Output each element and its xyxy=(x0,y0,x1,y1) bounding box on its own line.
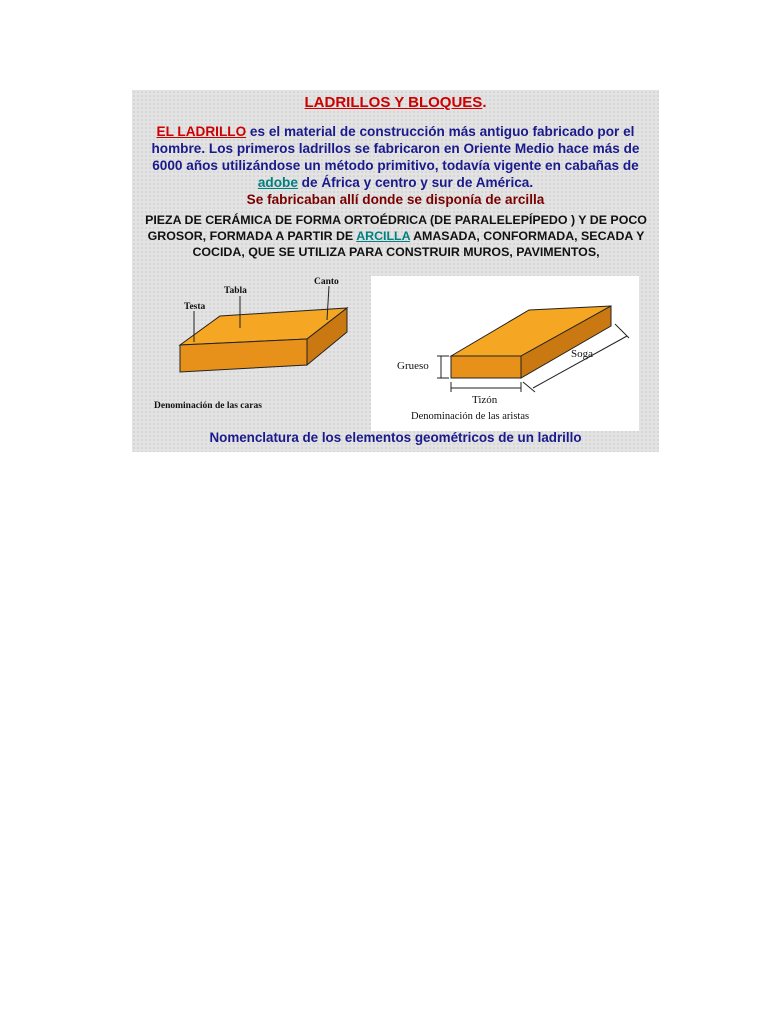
label-grueso: Grueso xyxy=(397,360,429,372)
title-text: LADRILLOS Y BLOQUES xyxy=(304,94,483,111)
document-slide xyxy=(132,90,659,452)
edges-caption: Denominación de las aristas xyxy=(411,411,530,422)
figure-caption: Nomenclatura de los elementos geométricos de un ladrillo xyxy=(209,430,582,445)
brick-front-face xyxy=(180,339,307,372)
definition-text-1: PIEZA DE CERÁMICA DE FORMA ORTOÉDRICA (DE PARALELEPÍPEDO ) Y DE POCO GROSOR, FORMADA A PARTIR DE xyxy=(145,213,647,243)
page-title xyxy=(132,94,659,111)
brick-edges-diagram xyxy=(371,276,639,431)
definition-text-2: AMASADA, CONFORMADA, SECADA Y COCIDA, QUE SE UTILIZA PARA CONSTRUIR MUROS, PAVIMENTOS, xyxy=(192,229,645,259)
title-period: . xyxy=(482,94,487,111)
intro-paragraph xyxy=(138,123,653,208)
intro-text-1: es el material de construcción más antiguo fabricado por el hombre. Los primeros ladrillos se fabricaron en Oriente Medio hace más de 6000 años utilizándose un método primitivo, todavía vigente en cabañas de xyxy=(151,124,640,173)
brick-front xyxy=(451,356,521,378)
label-soga: Soga xyxy=(571,348,593,360)
figure-edges xyxy=(371,276,639,431)
adobe-link[interactable]: adobe xyxy=(257,175,298,190)
soga-tick-near xyxy=(523,382,535,392)
intro-text-2: de África y centro y sur de América. xyxy=(297,175,534,190)
arcilla-link[interactable]: ARCILLA xyxy=(356,229,411,243)
soga-tick-far xyxy=(615,324,629,338)
label-tabla: Tabla xyxy=(224,286,247,296)
term-el-ladrillo: EL LADRILLO xyxy=(156,124,247,139)
faces-caption: Denominación de las caras xyxy=(154,401,262,411)
figure-faces xyxy=(142,272,367,422)
brick-faces-diagram xyxy=(142,272,367,422)
label-canto: Canto xyxy=(314,277,339,287)
label-tizon: Tizón xyxy=(472,394,498,406)
definition-paragraph xyxy=(140,212,652,260)
intro-note: Se fabricaban allí donde se disponía de arcilla xyxy=(246,192,545,207)
label-testa: Testa xyxy=(184,302,206,312)
